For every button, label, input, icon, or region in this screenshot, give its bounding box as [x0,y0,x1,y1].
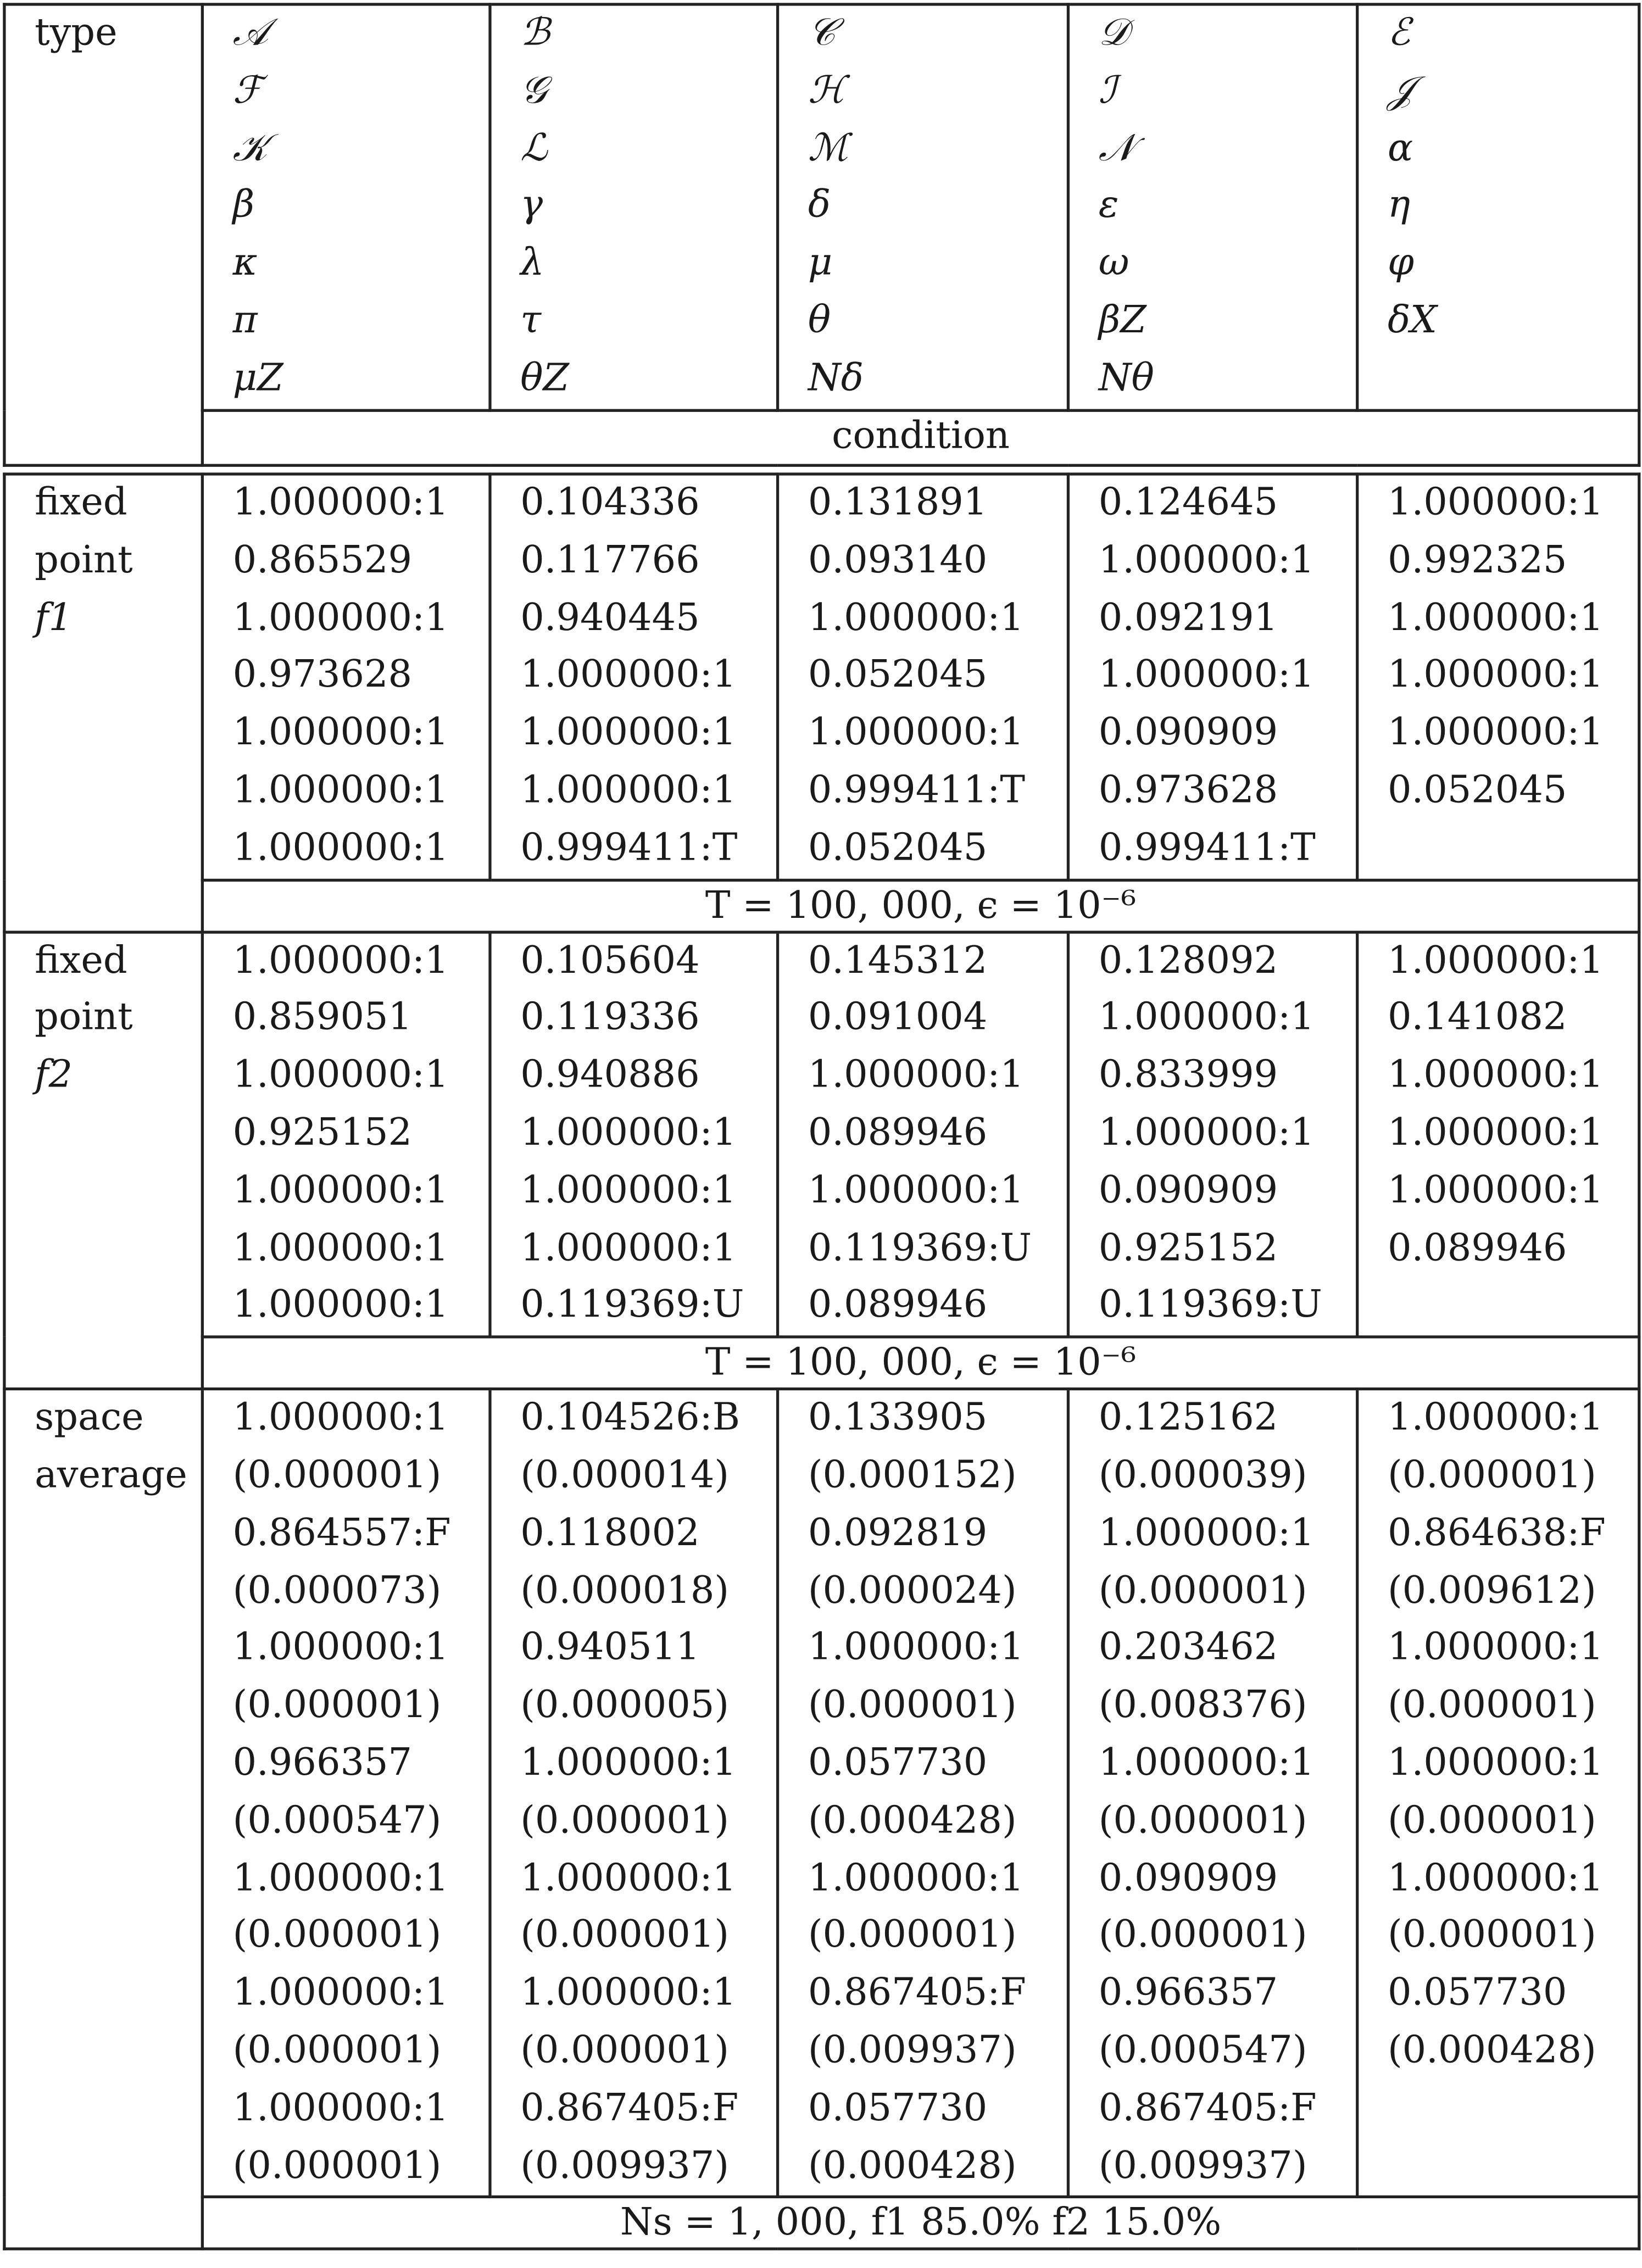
value: 1.000000:1 [520,1111,737,1155]
symbol: 𝒦 [232,126,268,170]
value: 0.966357 [232,1741,413,1785]
symbol: Nθ [1098,356,1154,400]
symbol: 𝒥 [1387,69,1414,113]
value: 1.000000:1 [1098,1741,1315,1785]
value: (0.000024) [808,1569,1017,1613]
row-label: fixed [35,939,127,983]
value: 1.000000:1 [808,1054,1024,1097]
symbol: 𝒢 [520,69,547,113]
value: 0.089946 [808,1111,988,1155]
value: 1.000000:1 [1387,1169,1604,1212]
condition-label: condition [832,414,1010,458]
condition-cell [202,879,1639,932]
value: 1.000000:1 [1387,939,1604,983]
value: 0.125162 [1098,1396,1278,1440]
value: 1.000000:1 [232,1284,449,1328]
value: 1.000000:1 [520,711,737,755]
value: 0.052045 [808,826,988,870]
type-header-cell [4,4,202,465]
value: 1.000000:1 [520,1226,737,1270]
symbol: κ [232,241,258,285]
value: (0.000001) [232,1684,442,1728]
value: 1.000000:1 [808,711,1024,755]
value: 1.000000:1 [1387,1396,1604,1440]
value: (0.000018) [520,1569,730,1613]
condition-cell [202,2197,1639,2249]
row-label-cell [4,932,202,1389]
value: 0.999411:T [808,768,1025,812]
value: (0.009612) [1387,1569,1596,1613]
value: 1.000000:1 [1387,1626,1604,1670]
header-col-4 [1068,4,1357,410]
symbol: Nδ [808,356,864,400]
value: 0.203462 [1098,1626,1278,1670]
value: 0.141082 [1387,996,1567,1040]
header-col-5 [1357,4,1639,410]
section-fixed-point-f1 [4,474,1639,879]
value: 1.000000:1 [1387,1741,1604,1785]
value: 1.000000:1 [1387,481,1604,525]
value-cell [778,932,1068,1337]
symbol: θ [808,299,831,343]
symbol: β [232,184,255,228]
row-label: point [35,538,133,582]
value: (0.000001) [520,2029,730,2072]
value: (0.000428) [808,2144,1017,2188]
section-space-average [4,1389,1639,2197]
value: (0.009937) [520,2144,730,2188]
value: 0.145312 [808,939,988,983]
symbol: τ [520,299,542,343]
value: (0.000547) [232,1799,442,1843]
header-table [3,3,1640,466]
value-cell [1357,1389,1639,2197]
value: 0.999411:T [520,826,738,870]
value: 1.000000:1 [1387,1111,1604,1155]
value-cell [778,474,1068,879]
symbol: η [1387,184,1410,228]
value: 0.867405:F [1098,2086,1317,2130]
value-cell [490,1389,778,2197]
symbol: ℳ [808,126,849,170]
value: (0.000001) [808,1684,1017,1728]
value: (0.000428) [1387,2029,1596,2072]
section-fixed-point-f2 [4,932,1639,1337]
symbol: ℋ [808,69,845,113]
value: 0.940886 [520,1054,700,1097]
value: 0.104526:B [520,1396,741,1440]
value: (0.000001) [520,1799,730,1843]
value: (0.000073) [232,1569,442,1613]
value: 1.000000:1 [1387,654,1604,698]
value: 1.000000:1 [520,1856,737,1900]
value: 1.000000:1 [1387,1054,1604,1097]
symbol: μ [808,241,833,285]
value: (0.000001) [232,2144,442,2188]
value-cell [1357,474,1639,879]
symbol: μZ [232,356,283,400]
symbol: λ [520,241,544,285]
value: 0.119369:U [520,1284,744,1328]
symbol: π [232,299,258,343]
header-col-3 [778,4,1068,410]
value-cell [202,932,490,1337]
value: 0.052045 [808,654,988,698]
value: (0.009937) [1098,2144,1307,2188]
value: (0.000001) [1387,1684,1596,1728]
value-cell [202,474,490,879]
value: 1.000000:1 [232,596,449,640]
row-label: point [35,996,133,1040]
symbol: φ [1387,241,1414,285]
header-col-2 [490,4,778,410]
value: 1.000000:1 [232,1856,449,1900]
value: (0.000001) [1098,1799,1307,1843]
symbol: 𝒜 [232,12,269,55]
value: 0.104336 [520,481,700,525]
value: 1.000000:1 [232,1396,449,1440]
value: 1.000000:1 [232,1971,449,2015]
value: 1.000000:1 [232,1169,449,1212]
symbol: ℐ [1098,69,1116,113]
value: 1.000000:1 [232,1226,449,1270]
value: (0.000001) [232,2029,442,2072]
value: 0.973628 [232,654,413,698]
value: 0.119336 [520,996,700,1040]
value: (0.008376) [1098,1684,1307,1728]
value: (0.000001) [520,1914,730,1958]
value: (0.000001) [1387,1799,1596,1843]
value: 1.000000:1 [232,1054,449,1097]
value: 0.092819 [808,1511,988,1555]
value-cell [490,474,778,879]
value: 1.000000:1 [520,1971,737,2015]
symbol: 𝒟 [1098,12,1129,55]
value: 1.000000:1 [1387,711,1604,755]
value: 0.052045 [1387,768,1567,812]
value: 0.057730 [1387,1971,1567,2015]
value: (0.000001) [232,1453,442,1497]
value: 0.131891 [808,481,988,525]
value: 0.864638:F [1387,1511,1606,1555]
value: 1.000000:1 [520,1741,737,1785]
symbol: δ [808,184,831,228]
value: 0.925152 [1098,1226,1278,1270]
value-cell [1068,474,1357,879]
value: 1.000000:1 [520,1169,737,1212]
symbol: 𝒞 [808,12,836,55]
value: 0.867405:F [520,2086,739,2130]
value: (0.000005) [520,1684,730,1728]
symbol: ℒ [520,126,548,170]
value: 0.859051 [232,996,413,1040]
value: 0.089946 [1387,1226,1567,1270]
row-label: fixed [35,481,127,525]
value: 1.000000:1 [808,1626,1024,1670]
value: 0.940511 [520,1626,700,1670]
value: (0.000001) [1098,1914,1307,1958]
results-table [3,472,1640,2250]
header-col-1 [202,4,490,410]
value: (0.000001) [1098,1569,1307,1613]
symbol: γ [520,184,543,228]
symbol: ℰ [1387,12,1411,55]
value-cell [1068,1389,1357,2197]
value: 1.000000:1 [1098,1111,1315,1155]
value: 0.833999 [1098,1054,1278,1097]
value: 1.000000:1 [520,768,737,812]
value: 0.093140 [808,538,988,582]
row-label: average [35,1453,187,1497]
value: 1.000000:1 [1098,1511,1315,1555]
value-cell [490,932,778,1337]
value: 1.000000:1 [232,939,449,983]
value: 0.091004 [808,996,988,1040]
value: 1.000000:1 [808,1856,1024,1900]
row-label-cell [4,1389,202,2249]
value: 0.090909 [1098,711,1278,755]
value: 0.865529 [232,538,413,582]
value-cell [1068,932,1357,1337]
value: 0.090909 [1098,1169,1278,1212]
condition-text: Ns = 1, 000, f1 85.0% f2 15.0% [620,2202,1222,2245]
value: (0.000014) [520,1453,730,1497]
value: 0.124645 [1098,481,1278,525]
value: (0.000001) [808,1914,1017,1958]
value: 1.000000:1 [1387,596,1604,640]
value: 1.000000:1 [1098,538,1315,582]
symbol: 𝒩 [1098,126,1135,170]
symbol: βZ [1098,299,1146,343]
value-cell [1357,932,1639,1337]
type-label: type [35,12,118,55]
symbol: ω [1098,241,1129,285]
value: 0.057730 [808,1741,988,1785]
value: 0.966357 [1098,1971,1278,2015]
value: (0.000152) [808,1453,1017,1497]
value: 0.864557:F [232,1511,451,1555]
row-label: f2 [35,1054,73,1097]
value-cell [778,1389,1068,2197]
symbol: ℱ [232,69,263,113]
value: 1.000000:1 [1387,1856,1604,1900]
value: 1.000000:1 [808,596,1024,640]
value: 0.940445 [520,596,700,640]
value: (0.000039) [1098,1453,1307,1497]
value: 0.118002 [520,1511,700,1555]
value: 1.000000:1 [232,2086,449,2130]
value: 0.119369:U [808,1226,1032,1270]
value: 0.973628 [1098,768,1278,812]
condition-header-cell [202,410,1639,465]
row-label: f1 [35,596,73,640]
symbol: ε [1098,184,1119,228]
value: (0.000428) [808,1799,1017,1843]
value: 1.000000:1 [232,481,449,525]
value: 0.867405:F [808,1971,1026,2015]
value: 0.105604 [520,939,700,983]
condition-cell [202,1337,1639,1389]
value: 0.092191 [1098,596,1278,640]
value: (0.000001) [1387,1453,1596,1497]
value: 1.000000:1 [1098,654,1315,698]
symbol: α [1387,126,1413,170]
value: 1.000000:1 [232,711,449,755]
value: (0.000001) [1387,1914,1596,1958]
value: 1.000000:1 [232,1626,449,1670]
value: 0.089946 [808,1284,988,1328]
value: (0.000001) [232,1914,442,1958]
symbol: θZ [520,356,569,400]
row-label-cell [4,474,202,932]
value: 0.925152 [232,1111,413,1155]
condition-text: T = 100, 000, ϵ = 10⁻⁶ [705,884,1137,928]
value: 0.119369:U [1098,1284,1322,1328]
value: (0.000547) [1098,2029,1307,2072]
value: 0.999411:T [1098,826,1316,870]
value: 0.992325 [1387,538,1567,582]
row-label: space [35,1396,144,1440]
value-cell [202,1389,490,2197]
value: 1.000000:1 [520,654,737,698]
value: 1.000000:1 [232,826,449,870]
value: (0.009937) [808,2029,1017,2072]
value: 0.057730 [808,2086,988,2130]
value: 0.128092 [1098,939,1278,983]
symbol: δX [1387,299,1437,343]
value: 0.090909 [1098,1856,1278,1900]
condition-text: T = 100, 000, ϵ = 10⁻⁶ [705,1341,1137,1385]
symbol: ℬ [520,12,550,55]
value: 1.000000:1 [1098,996,1315,1040]
value: 1.000000:1 [808,1169,1024,1212]
value: 0.133905 [808,1396,988,1440]
value: 1.000000:1 [232,768,449,812]
value: 0.117766 [520,538,700,582]
